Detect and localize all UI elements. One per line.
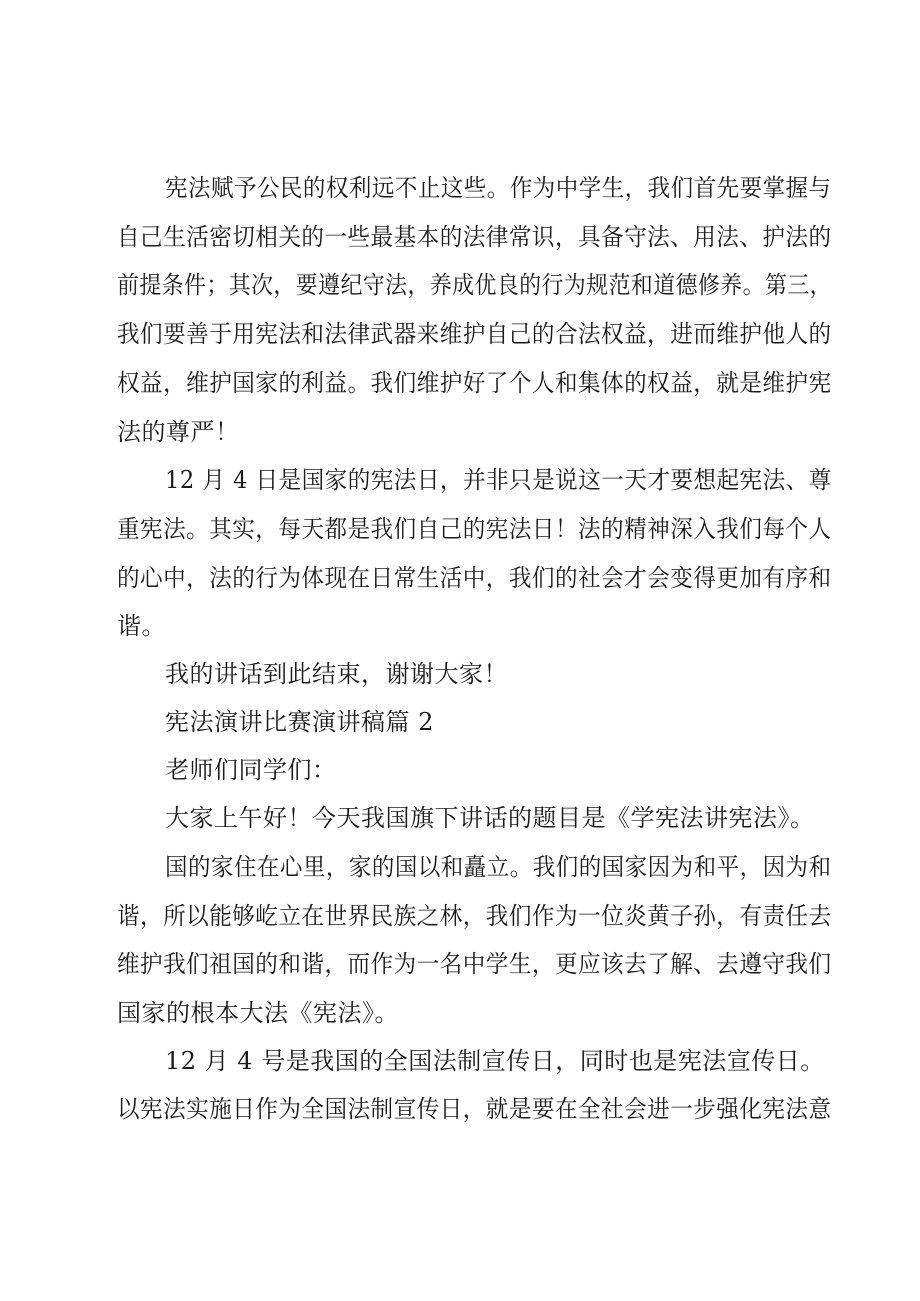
text-line: 以宪法实施日作为全国法制宣传日，就是要在全社会进一步强化宪法意 [117, 1095, 832, 1123]
text-line: 宪法赋予公民的权利远不止这些。作为中学生，我们首先要掌握与 [165, 174, 832, 202]
text-line: 国的家住在心里，家的国以和矗立。我们的国家因为和平，因为和 [165, 853, 832, 881]
text-line: 的心中，法的行为体现在日常生活中，我们的社会才会变得更加有序和 [117, 564, 832, 592]
text-line: 权益，维护国家的利益。我们维护好了个人和集体的权益，就是维护宪 [117, 369, 832, 397]
text-line: 我们要善于用宪法和法律武器来维护自己的合法权益，进而维护他人的 [117, 320, 832, 348]
section-heading: 宪法演讲比赛演讲稿篇 2 [165, 708, 434, 736]
text-line: 12 月 4 号是我国的全国法制宣传日，同时也是宪法宣传日。 [165, 1047, 825, 1075]
text-line: 维护我们祖国的和谐，而作为一名中学生，更应该去了解、去遵守我们 [117, 950, 832, 978]
text-line: 前提条件；其次，要遵纪守法，养成优良的行为规范和道德修养。第三， [117, 271, 833, 299]
text-line: 谐，所以能够屹立在世界民族之林，我们作为一位炎黄子孙，有责任去 [117, 902, 832, 930]
text-line: 老师们同学们： [165, 756, 337, 784]
text-line: 重宪法。其实，每天都是我们自己的宪法日！法的精神深入我们每个人 [117, 515, 832, 543]
text-line: 自己生活密切相关的一些最基本的法律常识，具备守法、用法、护法的 [117, 223, 832, 251]
text-line: 大家上午好！今天我国旗下讲话的题目是《学宪法讲宪法》。 [165, 804, 815, 832]
text-line: 我的讲话到此结束，谢谢大家！ [165, 660, 508, 688]
text-line: 12 月 4 日是国家的宪法日，并非只是说这一天才要想起宪法、尊 [165, 466, 832, 494]
text-line: 国家的根本大法《宪法》。 [117, 999, 399, 1027]
text-line: 法的尊严！ [117, 418, 240, 446]
text-line: 谐。 [117, 612, 166, 640]
